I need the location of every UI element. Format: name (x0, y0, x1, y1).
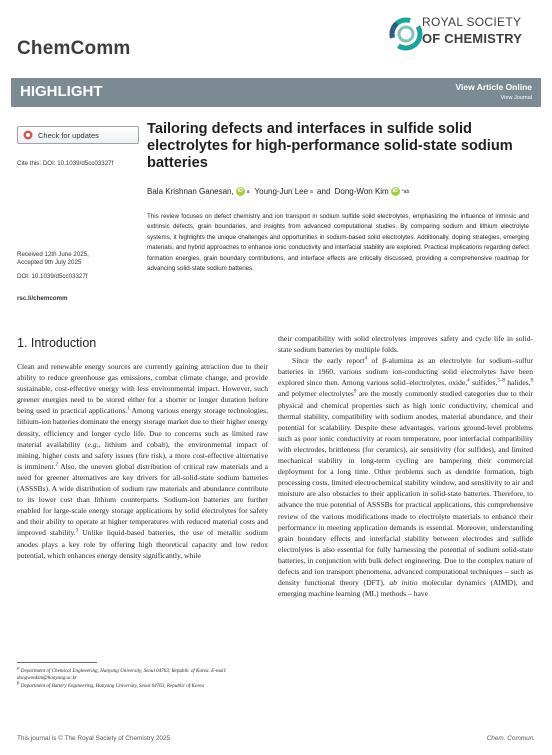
affiliation-footnotes (17, 668, 267, 690)
received-date: Received 12th June 2025, (17, 251, 89, 258)
paragraph: their compatibility with solid electrolytes improves safety and cycle life in solid-state sodium batteries by multiple folds. (278, 334, 533, 355)
orcid-icon[interactable]: iD (237, 188, 243, 194)
body-text: Also, the uneven global distribution of critical raw materials and a need for greener alternatives are key drivers for all-solid-state sodium batteries (ASSSBs). A wide distribution of sodium raw materials and abundance contribute to its lower cost than lithium counterparts. Sodium-ion batteries are further enabled for large-scale energy storage applications by solid electrolytes for safety and their ability to operate at higher temperatures with reduced material costs and improved stability. (17, 461, 268, 538)
body-text: molecular dynamics (AIMD), and emerging machine learning (ML) methods – have (278, 578, 533, 599)
abstract: This review focuses on defect chemistry and ion transport in sodium sulfide solid electrolytes, emphasizing the influence of intrinsic and extrinsic defects, grain boundaries, and insights from advanced computational studies. By comparing sodium and lithium electrolyte systems, it highlights the unique challenges and opportunities in sodium-based solid electrolytes. Additionally, doping strategies, emerging materials, and hybrid approaches to enhance ionic conductivity and interfacial stability are explored. Practical implications regarding defect formation energies, grain boundary contributions, and interface effects are critically discussed, providing a comprehensive roadmap for advancing solid-state sodium batteries. (147, 213, 529, 273)
author-name[interactable]: Bala Krishnan Ganesan, (147, 187, 234, 196)
body-column-left (17, 361, 268, 561)
reference-marker[interactable]: 1 (127, 406, 130, 412)
footnote-divider (17, 662, 97, 663)
body-text: Clean and renewable energy sources are currently gaining attraction due to their ability to reduce greenhouse gas emissions, combat climate change, and provide sustainable, cost-effective energy with less environmental impact. However, such greener energies need to be stored either for a shorter or longer duration before being used in practical applications. (17, 362, 268, 416)
body-text: Unlike liquid-based batteries, the use of metallic sodium anodes plays a key role by offering high theoretical capacity and low redox potential, which enhances energy density significantly, while (17, 528, 268, 560)
author-name[interactable]: Young-Jun Lee (254, 187, 309, 196)
reference-marker[interactable]: 9 (353, 389, 357, 395)
body-text: and polymer electrolytes (278, 389, 354, 399)
article-type-label: HIGHLIGHT (20, 83, 103, 100)
journal-name: ChemComm (17, 38, 131, 59)
reference-marker[interactable]: 3 (75, 528, 79, 534)
body-text: sulfides, (469, 378, 498, 388)
reference-marker[interactable]: 5–8 (497, 378, 505, 384)
body-text-italic: e.g. (87, 439, 99, 449)
publisher-name-line1: ROYAL SOCIETY (422, 15, 522, 29)
accepted-date: Accepted 9th July 2025 (17, 259, 82, 266)
author-separator: and (314, 187, 333, 196)
affiliation-marker: a (17, 666, 20, 672)
body-text: halides, (504, 378, 531, 388)
reference-marker[interactable]: 4 (364, 356, 368, 362)
body-text: Among various energy storage technologies, lithium-ion batteries dominate the energy storage market due to their higher energy density, efficiency and longer cycle life. Due to concerns such as limited raw material availability ( (17, 406, 268, 449)
journal-abbrev-footer: Chem. Commun. (486, 735, 535, 742)
copyright-footer: This journal is © The Royal Society of Chemistry 2025 (17, 735, 171, 742)
doi[interactable]: DOI: 10.1039/d5cc03327f (17, 273, 88, 280)
check-for-updates-button[interactable] (17, 126, 139, 144)
affiliation-marker: b (17, 681, 20, 687)
publisher-name-line2: OF CHEMISTRY (422, 31, 523, 46)
article-title: Tailoring defects and interfaces in sulfide solid electrolytes for high-performance solid-state sodium batteries (147, 121, 513, 171)
affiliation-text: Department of Chemical Engineering, Hanyang University, Seoul 04763, Republic of Korea. E-mail: dongwonkim@hanyang.ac.kr (17, 668, 227, 682)
author-list: Bala Krishnan Ganesan, iD a Young-Jun Lee a and Dong-Won Kim iD *ab (147, 187, 410, 196)
affiliation-a (17, 668, 267, 683)
affiliation-b (17, 683, 267, 690)
affiliation-text: Department of Battery Engineering, Hanyang University, Seoul 04763, Republic of Korea (20, 682, 205, 689)
body-text: of β-alumina as an electrolyte for sodium–sulfur batteries in 1960, various sodium ion-conducting solid electrolytes have been explored since then. Among various solid–electrolytes, oxide, (278, 356, 533, 388)
body-text-italic: ab initio (389, 578, 418, 588)
body-text: , lithium and cobalt), the environmental impact of mining, higher costs and safety issues (fire risk), a more cost-effective alternative is imminent. (17, 439, 268, 471)
author-name[interactable]: Dong-Won Kim (334, 187, 389, 196)
update-badge-icon (23, 130, 33, 140)
view-article-online-link[interactable]: View Article Online (455, 82, 532, 92)
reference-marker[interactable]: 8 (530, 378, 533, 384)
reference-marker[interactable]: 2 (55, 462, 58, 468)
cite-this: Cite this: DOI: 10.1039/d5cc03327f (17, 160, 114, 167)
body-column-right (278, 333, 533, 599)
view-journal-link[interactable]: View Journal (500, 95, 532, 101)
section-heading: 1. Introduction (17, 336, 97, 350)
check-for-updates-label: Check for updates (38, 130, 99, 140)
body-text: Since the early report (292, 356, 365, 366)
reference-marker[interactable]: 4 (467, 378, 470, 384)
body-text: are the mostly commonly studied categories due to their physical and chemical properties such as high ionic conductivity, chemical and thermal stability, compatibility with sodium anodes, material abundance, and their potential for scalability. Despite these advantages, various ground-level problems such as poor ionic conductivity at room temperature, poor interfacial compatibility with electrodes, brittleness (for ceramics), air sensitivity (for sulfides), and limited mechanical stability in long-term cycling are hampering their commercial deployment for a long time. Other problems such as dendrite formation, high processing costs, limited electrochemical stability window, and sensitivity to air and moisture are also obstacles to their application in solid-state batteries. Therefore, to advance the true potential of ASSSBs for practical applications, this comprehensive review of the various modifications made to electrolyte materials to enhance their performance in meeting application demands is essential. Moreover, understanding grain boundary effects and interfacial stability between electrodes and sulfide electrolytes is also essential for fully harnessing the potential of sodium solid-state batteries, in conjunction with bulk defect engineering. Due to the complex nature of defects and ion transport phenomena, advanced computational techniques – such as density functional theory (DFT), (278, 389, 534, 588)
orcid-icon[interactable]: iD (392, 188, 398, 194)
paragraph (278, 355, 533, 599)
journal-url[interactable]: rsc.li/chemcomm (17, 295, 68, 302)
